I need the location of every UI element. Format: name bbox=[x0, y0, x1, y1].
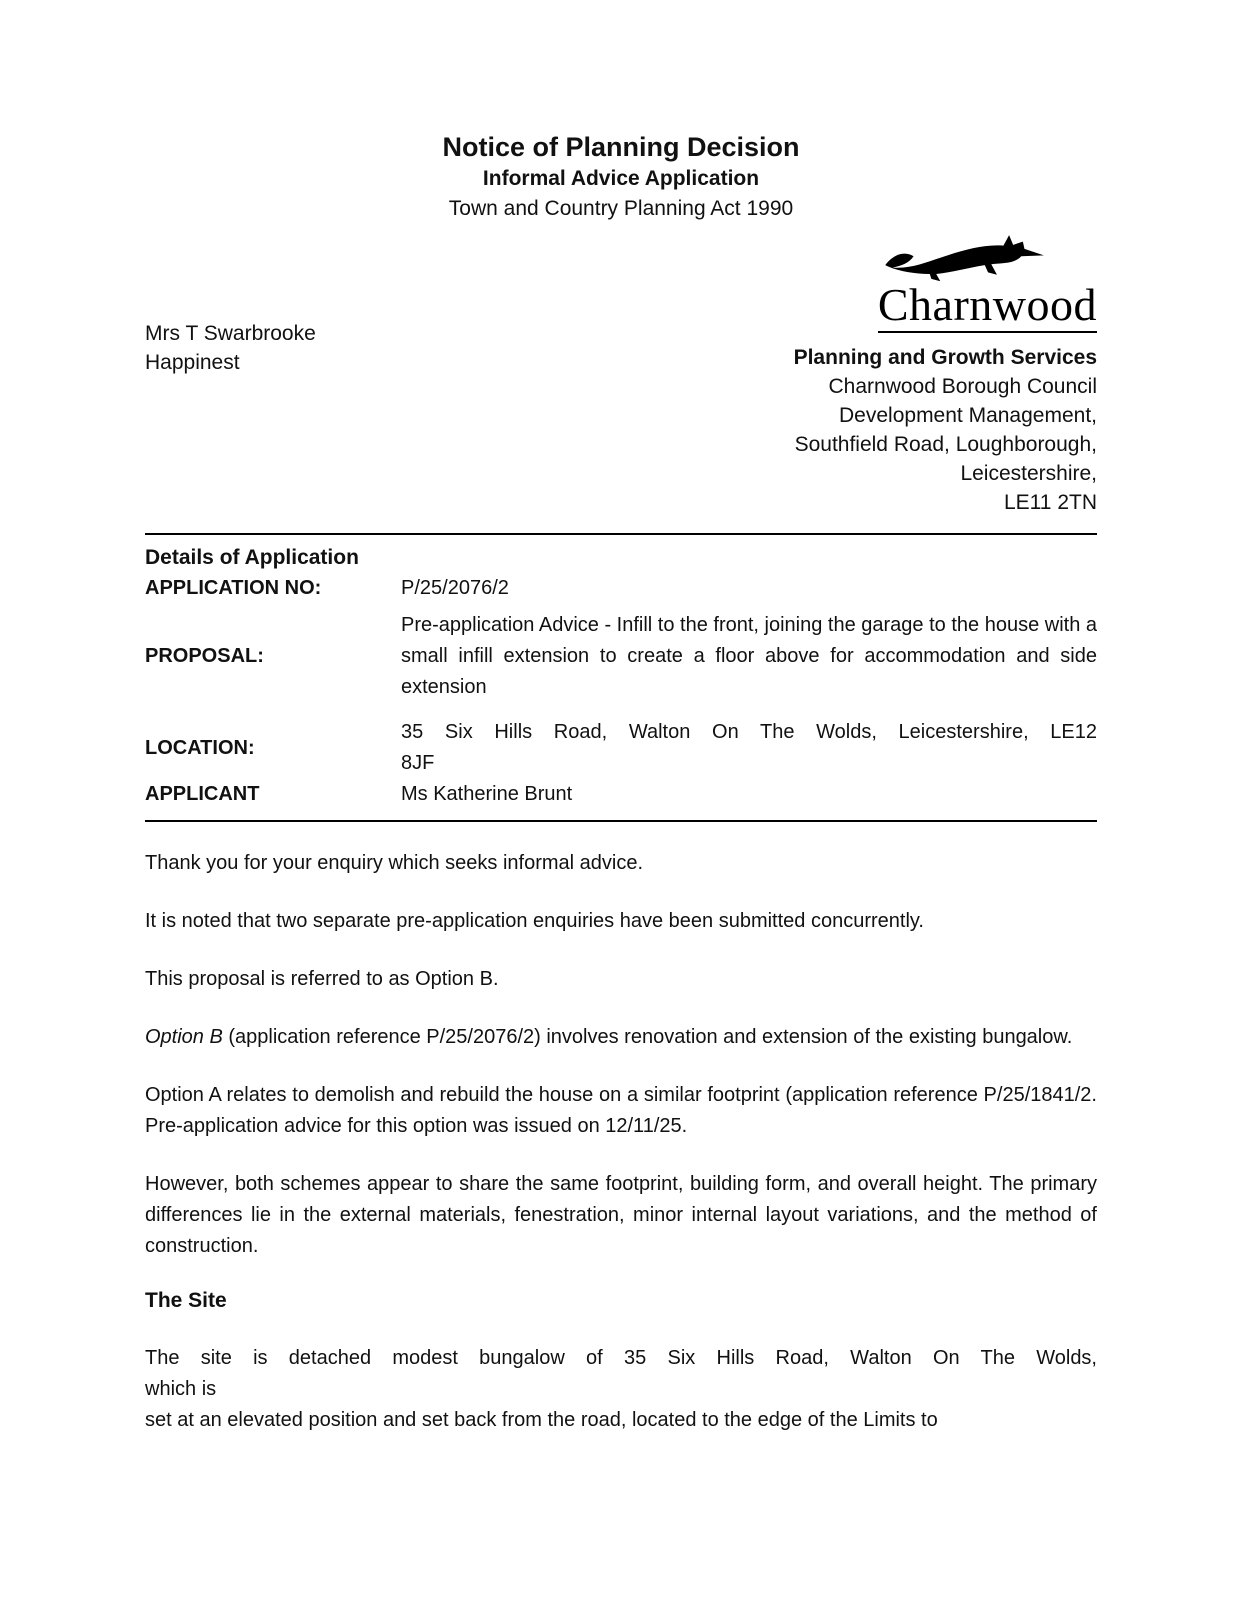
applicant-label: APPLICANT bbox=[145, 783, 260, 805]
address-line: Charnwood Borough Council bbox=[828, 375, 1097, 398]
act-line: Town and Country Planning Act 1990 bbox=[448, 197, 794, 220]
location-line-2: 8JF bbox=[401, 752, 435, 774]
location-line-1: 35 Six Hills Road, Walton On The Wolds, Leicestershire, LE12 bbox=[401, 721, 1097, 743]
recipient-name: Mrs T Swarbrooke bbox=[145, 322, 316, 345]
charnwood-logo bbox=[878, 231, 1097, 333]
details-table bbox=[145, 573, 1097, 810]
letter-body bbox=[145, 848, 1097, 1436]
paragraph-concurrent: It is noted that two separate pre-application enquiries have been submitted concurrently. bbox=[145, 910, 924, 932]
recipient-company: Happinest bbox=[145, 351, 240, 374]
site-paragraph bbox=[145, 1343, 1097, 1436]
paragraph-comparison: However, both schemes appear to share the same footprint, building form, and overall height. The primary differences lie in the external materials, fenestration, minor internal layout variations, and the method of construction. bbox=[145, 1173, 1097, 1257]
document-header bbox=[145, 130, 1097, 223]
paragraph-option-b-ref: This proposal is referred to as Option B. bbox=[145, 968, 499, 990]
proposal-value: Pre-application Advice - Infill to the front, joining the garage to the house with a small infill extension to create a floor above for accommodation and side extension bbox=[401, 614, 1097, 698]
location-value bbox=[401, 703, 1097, 779]
paragraph-option-a: Option A relates to demolish and rebuild the house on a similar footprint (application reference P/25/1841/2. Pre-application advice for this option was issued on 12/11/25. bbox=[145, 1084, 1097, 1137]
recipient-block bbox=[145, 319, 316, 517]
location-label: LOCATION: bbox=[145, 736, 255, 759]
leaping-fox-icon bbox=[882, 231, 1052, 283]
department-title: Planning and Growth Services bbox=[793, 346, 1097, 369]
address-line: Leicestershire, bbox=[960, 462, 1097, 485]
site-heading: The Site bbox=[145, 1289, 227, 1312]
applicant-value: Ms Katherine Brunt bbox=[401, 783, 573, 805]
site-paragraph-line-2: which is bbox=[145, 1378, 217, 1400]
charnwood-wordmark: Charnwood bbox=[877, 279, 1097, 330]
site-paragraph-line-3: set at an elevated position and set back from the road, located to the edge of the Limits to bbox=[145, 1409, 938, 1431]
address-line: Development Management, bbox=[839, 404, 1097, 427]
option-b-rest: (application reference P/25/2076/2) involves renovation and extension of the existing bungalow. bbox=[222, 1026, 1073, 1048]
site-paragraph-line-1: The site is detached modest bungalow of 35 Six Hills Road, Walton On The Wolds, bbox=[145, 1347, 1097, 1369]
council-block bbox=[735, 231, 1097, 517]
address-line: Southfield Road, Loughborough, bbox=[794, 433, 1097, 456]
details-heading: Details of Application bbox=[145, 546, 359, 569]
option-b-italic: Option B bbox=[145, 1026, 223, 1048]
proposal-label: PROPOSAL: bbox=[145, 645, 264, 667]
page-title: Notice of Planning Decision bbox=[442, 132, 800, 162]
paragraph-option-b bbox=[145, 1022, 1097, 1053]
table-row bbox=[145, 703, 1097, 779]
application-no-value: P/25/2076/2 bbox=[401, 577, 509, 599]
table-row bbox=[145, 604, 1097, 703]
page-subtitle: Informal Advice Application bbox=[482, 167, 760, 190]
table-row bbox=[145, 573, 1097, 604]
address-line: LE11 2TN bbox=[1004, 491, 1097, 514]
details-section bbox=[145, 533, 1097, 822]
paragraph-thanks: Thank you for your enquiry which seeks informal advice. bbox=[145, 852, 644, 874]
table-row bbox=[145, 779, 1097, 810]
letterhead bbox=[145, 231, 1097, 517]
application-no-label: APPLICATION NO: bbox=[145, 577, 322, 599]
